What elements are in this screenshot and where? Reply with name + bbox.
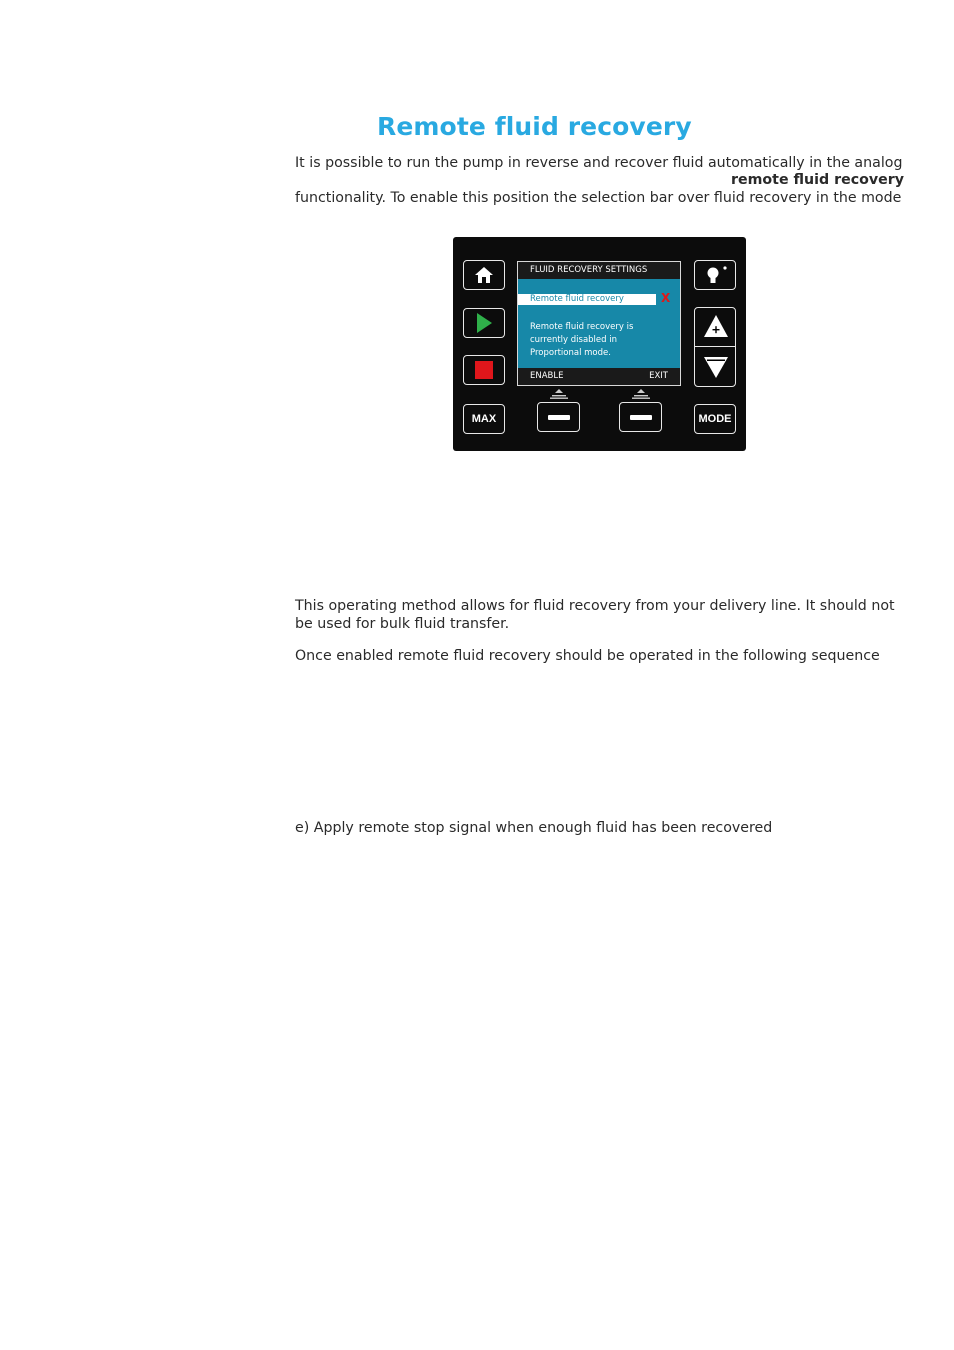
bulb-icon <box>702 265 728 285</box>
down-icon[interactable] <box>703 354 729 380</box>
paragraph-method: This operating method allows for fluid recovery from your delivery line. It should not be used for bulk fluid transfer. <box>295 598 895 632</box>
softkey-right-label: EXIT <box>649 371 668 381</box>
intro-bold-term: remote fluid recovery <box>731 172 904 188</box>
intro-line-2 <box>295 171 904 189</box>
paragraph-sequence: Once enabled remote fluid recovery should be operated in the following sequence <box>295 648 880 664</box>
screen-footer <box>518 368 680 385</box>
mode-button[interactable]: MODE <box>694 404 736 434</box>
intro-line-1: It is possible to run the pump in reverse and recover fluid automatically in the analog <box>295 155 903 171</box>
home-button[interactable] <box>463 260 505 290</box>
softkey-right-button[interactable] <box>619 402 662 432</box>
play-icon <box>474 312 494 334</box>
rocker-divider <box>695 346 735 347</box>
screen-message: Remote fluid recovery is currently disabled in Proportional mode. <box>530 322 634 358</box>
start-button[interactable] <box>463 308 505 338</box>
stop-icon <box>475 361 493 379</box>
pump-control-panel-image <box>453 237 746 451</box>
softkey-left-button[interactable] <box>537 402 580 432</box>
intro-line-3: functionality. To enable this position the selection bar over fluid recovery in the mode <box>295 190 902 206</box>
softkey-left-label: ENABLE <box>530 371 564 381</box>
max-button[interactable]: MAX <box>463 404 505 434</box>
stop-button[interactable] <box>463 355 505 385</box>
up-down-rocker <box>694 307 736 387</box>
home-icon <box>474 266 494 284</box>
selected-menu-item: Remote fluid recovery <box>518 294 656 305</box>
step-e: e) Apply remote stop signal when enough fluid has been recovered <box>295 820 773 836</box>
light-button[interactable] <box>694 260 736 290</box>
disabled-status-mark: X <box>661 291 671 305</box>
lcd-screen <box>517 261 681 386</box>
screen-header: FLUID RECOVERY SETTINGS <box>518 262 680 279</box>
minus-bar-icon <box>630 415 652 420</box>
softkey-left-arrow-icon <box>549 389 569 399</box>
softkey-right-arrow-icon <box>631 389 651 399</box>
minus-bar-icon <box>548 415 570 420</box>
section-heading: Remote fluid recovery <box>377 112 692 141</box>
up-plus-icon[interactable] <box>703 314 729 340</box>
